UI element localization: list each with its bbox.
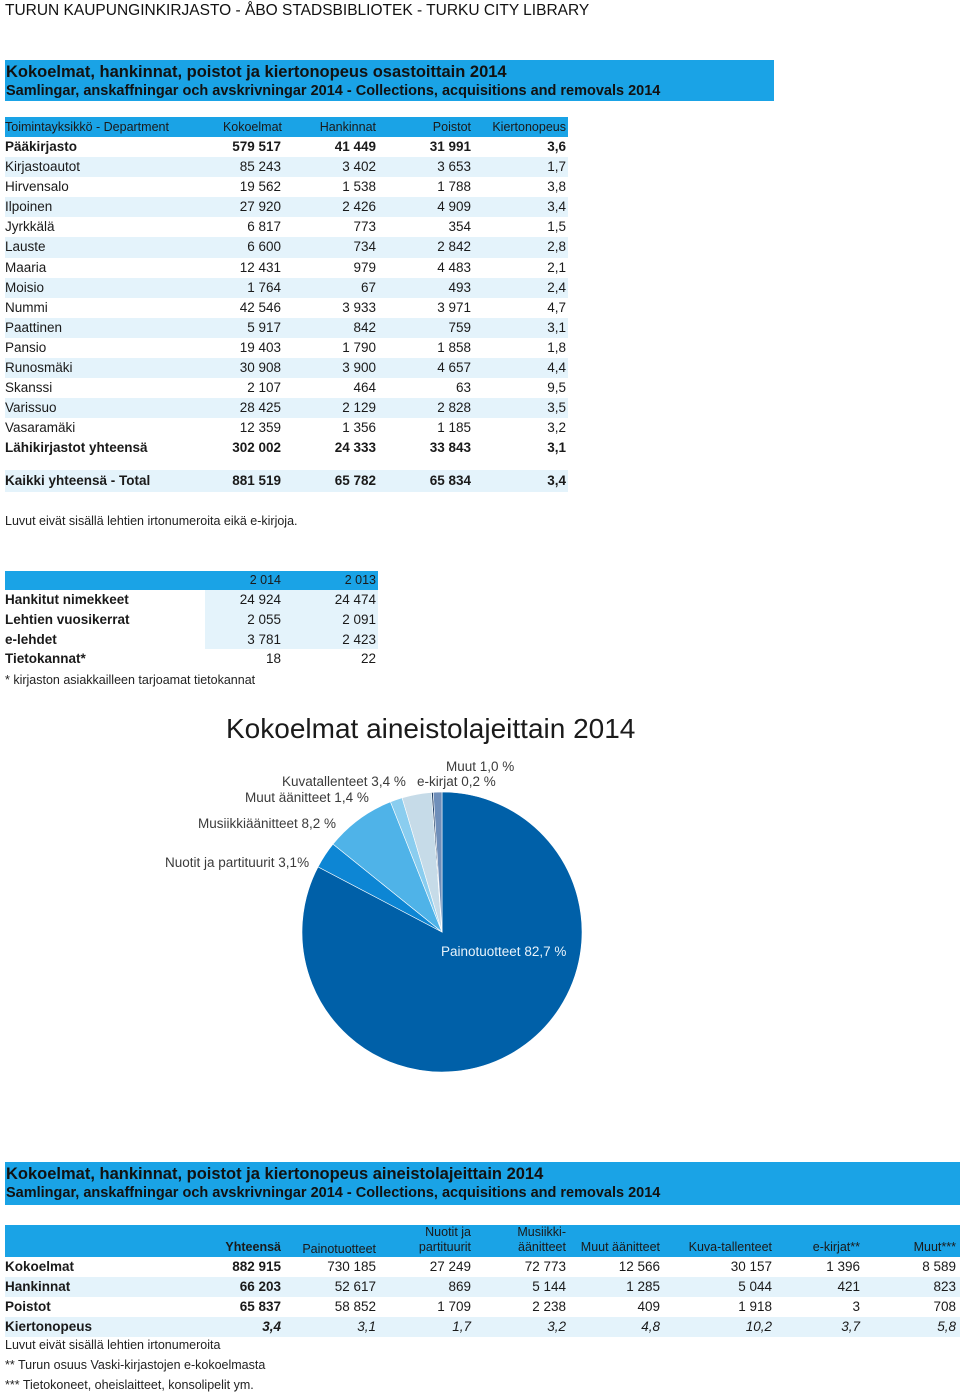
material-cell: 8 589 (922, 1259, 956, 1274)
mheader-nuotit-line1: Nuotit ja (425, 1225, 471, 1239)
section2-band (5, 1162, 960, 1205)
acq-year-2013: 2 013 (344, 573, 376, 587)
total-hankinnat: 65 782 (334, 473, 376, 488)
pie-label-musiikkiaanitteet: Musiikkiäänitteet 8,2 % (198, 816, 337, 831)
mat-note-1: Luvut eivät sisällä lehtien irtonumeroita (5, 1338, 221, 1352)
material-cell: 1 709 (437, 1299, 471, 1314)
department-name: Skanssi (5, 380, 53, 396)
header-poistot: Poistot (432, 120, 471, 134)
department-name: Jyrkkälä (5, 219, 55, 235)
material-row-label: Kiertonopeus (5, 1319, 93, 1334)
poistot-cell: 31 991 (429, 139, 471, 154)
material-cell: 58 852 (334, 1299, 376, 1314)
poistot-cell: 4 657 (437, 360, 471, 376)
material-cell: 4,8 (641, 1319, 660, 1334)
kokoelmat-cell: 28 425 (239, 400, 281, 416)
material-cell: 409 (637, 1299, 660, 1314)
acq-label: Lehtien vuosikerrat (5, 611, 130, 627)
kiertonopeus-cell: 3,5 (547, 400, 566, 416)
department-name: Runosmäki (5, 360, 73, 376)
kokoelmat-cell: 6 817 (247, 219, 281, 235)
kokoelmat-cell: 19 562 (239, 179, 281, 195)
kokoelmat-cell: 2 107 (247, 380, 281, 396)
kokoelmat-cell: 12 431 (239, 259, 281, 275)
material-cell: 5 144 (532, 1279, 566, 1294)
library-title: TURUN KAUPUNGINKIRJASTO - ÅBO STADSBIBLIOTEK - TURKU CITY LIBRARY (5, 2, 590, 19)
kokoelmat-cell: 579 517 (232, 139, 281, 154)
section2-subtitle: Samlingar, anskaffningar och avskrivningar 2014 - Collections, acquisitions and removals 2014 (6, 1185, 661, 1201)
material-cell: 66 203 (239, 1279, 281, 1294)
poistot-cell: 3 653 (437, 159, 471, 175)
department-name: Ilpoinen (5, 199, 53, 215)
material-cell: 52 617 (334, 1279, 376, 1294)
material-row-label: Kokoelmat (5, 1259, 75, 1274)
mheader-muut: Muut*** (913, 1240, 956, 1254)
kokoelmat-cell: 27 920 (239, 199, 281, 215)
poistot-cell: 1 788 (437, 179, 471, 195)
kiertonopeus-cell: 1,8 (547, 339, 566, 355)
hankinnat-cell: 3 402 (342, 159, 376, 175)
department-name: Lähikirjastot yhteensä (5, 440, 148, 456)
mheader-kuvatallenteet: Kuva-tallenteet (688, 1240, 772, 1254)
acq-label: Hankitut nimekkeet (5, 592, 129, 607)
acq-value-2014: 2 055 (247, 611, 281, 627)
mheader-nuotit-line2: partituurit (418, 1240, 471, 1254)
kiertonopeus-cell: 1,7 (547, 159, 566, 175)
total-kokoelmat: 881 519 (232, 473, 281, 488)
hankinnat-cell: 773 (353, 219, 376, 235)
material-cell: 869 (448, 1279, 471, 1294)
department-name: Maaria (5, 259, 47, 275)
hankinnat-cell: 3 900 (342, 360, 376, 376)
pie-chart-title: Kokoelmat aineistolajeittain 2014 (226, 713, 636, 744)
header-hankinnat: Hankinnat (319, 120, 376, 134)
pie-label-muut-aanitteet: Muut äänitteet 1,4 % (245, 790, 369, 805)
acq-value-2013: 24 474 (334, 592, 376, 607)
mheader-musiikki (517, 1225, 566, 1255)
kiertonopeus-cell: 3,1 (547, 440, 566, 456)
table-row (5, 1317, 960, 1337)
table-row (5, 1297, 960, 1317)
poistot-cell: 2 828 (437, 400, 471, 416)
material-cell: 421 (837, 1279, 860, 1294)
poistot-cell: 4 909 (437, 199, 471, 215)
material-row-label: Poistot (5, 1299, 51, 1314)
hankinnat-cell: 2 129 (342, 400, 376, 416)
acq-value-2013: 22 (360, 651, 376, 667)
kiertonopeus-cell: 4,7 (547, 299, 566, 315)
total-kiertonopeus: 3,4 (547, 473, 566, 488)
acq-value-2014: 3 781 (247, 631, 281, 647)
material-row-label: Hankinnat (5, 1279, 71, 1294)
kiertonopeus-cell: 2,4 (547, 279, 566, 295)
poistot-cell: 33 843 (429, 440, 471, 456)
hankinnat-cell: 1 356 (342, 420, 376, 436)
kokoelmat-cell: 1 764 (247, 279, 281, 295)
kiertonopeus-cell: 3,2 (547, 420, 566, 436)
material-table (5, 1225, 960, 1337)
kiertonopeus-cell: 3,4 (547, 199, 566, 215)
kiertonopeus-cell: 2,1 (547, 259, 566, 275)
department-name: Varissuo (5, 400, 57, 416)
material-cell: 5,8 (937, 1319, 956, 1334)
department-name: Nummi (5, 299, 48, 315)
material-cell: 3,2 (547, 1319, 566, 1334)
total-label: Kaikki yhteensä - Total (5, 473, 151, 488)
material-cell: 65 837 (239, 1299, 281, 1314)
poistot-cell: 3 971 (437, 299, 471, 315)
mheader-yhteensa: Yhteensä (225, 1240, 281, 1254)
mheader-musiikki-line2: äänitteet (518, 1240, 566, 1254)
kokoelmat-cell: 302 002 (232, 440, 281, 456)
material-cell: 2 238 (532, 1299, 566, 1314)
kiertonopeus-cell: 3,6 (547, 139, 566, 154)
mheader-muut-aanitteet: Muut äänitteet (580, 1240, 660, 1254)
hankinnat-cell: 979 (353, 259, 376, 275)
acq-year-2014: 2 014 (249, 573, 281, 587)
kokoelmat-cell: 85 243 (239, 159, 281, 175)
header-kiertonopeus: Kiertonopeus (492, 120, 566, 134)
material-cell: 3,7 (841, 1319, 860, 1334)
kokoelmat-cell: 6 600 (247, 239, 281, 255)
section2-title: Kokoelmat, hankinnat, poistot ja kiertonopeus aineistolajeittain 2014 (6, 1165, 544, 1183)
kiertonopeus-cell: 9,5 (547, 380, 566, 396)
kokoelmat-cell: 5 917 (247, 319, 281, 335)
hankinnat-cell: 3 933 (342, 299, 376, 315)
hankinnat-cell: 464 (353, 380, 376, 396)
material-cell: 730 185 (327, 1259, 376, 1274)
kokoelmat-cell: 12 359 (239, 420, 281, 436)
material-cell: 3,4 (262, 1319, 281, 1334)
hankinnat-cell: 41 449 (334, 139, 376, 154)
note-collections: Luvut eivät sisällä lehtien irtonumeroita eikä e-kirjoja. (5, 514, 298, 528)
material-cell: 30 157 (730, 1259, 772, 1274)
kiertonopeus-cell: 3,1 (547, 319, 566, 335)
acq-value-2013: 2 091 (342, 611, 376, 627)
total-poistot: 65 834 (429, 473, 471, 488)
mat-note-3: *** Tietokoneet, oheislaitteet, konsolipelit ym. (5, 1378, 254, 1392)
material-cell: 882 915 (232, 1259, 281, 1274)
poistot-cell: 1 858 (437, 339, 471, 355)
department-name: Paattinen (5, 319, 63, 335)
department-name: Kirjastoautot (5, 159, 81, 175)
pie-label-painotuotteet: Painotuotteet 82,7 % (441, 944, 567, 959)
material-cell: 12 566 (618, 1259, 660, 1274)
material-cell: 27 249 (429, 1259, 471, 1274)
kiertonopeus-cell: 2,8 (547, 239, 566, 255)
material-cell: 1 396 (826, 1259, 860, 1274)
hankinnat-cell: 67 (360, 279, 376, 295)
department-name: Moisio (5, 279, 45, 295)
material-cell: 3 (852, 1299, 860, 1314)
acq-value-2014: 24 924 (239, 592, 281, 607)
department-name: Pansio (5, 339, 47, 355)
table-row (5, 1257, 960, 1277)
kokoelmat-cell: 42 546 (239, 299, 281, 315)
pie-label-nuotit: Nuotit ja partituurit 3,1% (165, 855, 310, 870)
material-cell: 1 918 (738, 1299, 772, 1314)
header-department: Toimintayksikkö - Department (5, 120, 169, 134)
mheader-nuotit (419, 1225, 471, 1255)
department-name: Lauste (5, 239, 46, 255)
pie-label-muut: Muut 1,0 % (446, 759, 515, 774)
section1-title: Kokoelmat, hankinnat, poistot ja kiertonopeus osastoittain 2014 (6, 63, 507, 81)
poistot-cell: 759 (448, 319, 471, 335)
mat-note-2: ** Turun osuus Vaski-kirjastojen e-kokoelmasta (5, 1358, 266, 1372)
pie-label-kuvatallenteet: Kuvatallenteet 3,4 % (282, 774, 406, 789)
mheader-musiikki-line1: Musiikki- (517, 1225, 566, 1239)
poistot-cell: 63 (455, 380, 471, 396)
poistot-cell: 354 (448, 219, 471, 235)
acq-footnote: * kirjaston asiakkailleen tarjoamat tietokannat (5, 673, 256, 687)
hankinnat-cell: 1 538 (342, 179, 376, 195)
poistot-cell: 493 (448, 279, 471, 295)
material-cell: 1,7 (452, 1319, 471, 1334)
acq-value-2014: 18 (265, 651, 281, 667)
department-name: Pääkirjasto (5, 139, 78, 154)
hankinnat-cell: 734 (353, 239, 376, 255)
hankinnat-cell: 842 (353, 319, 376, 335)
material-header (5, 1225, 960, 1257)
material-cell: 1 285 (626, 1279, 660, 1294)
material-cell: 5 044 (738, 1279, 772, 1294)
kokoelmat-cell: 19 403 (239, 339, 281, 355)
poistot-cell: 4 483 (437, 259, 471, 275)
material-cell: 708 (933, 1299, 956, 1314)
header-kokoelmat: Kokoelmat (222, 120, 282, 134)
acq-label: Tietokannat* (5, 651, 86, 667)
material-cell: 823 (933, 1279, 956, 1294)
acq-label: e-lehdet (5, 631, 57, 647)
kiertonopeus-cell: 3,8 (547, 179, 566, 195)
hankinnat-cell: 24 333 (334, 440, 376, 456)
department-name: Hirvensalo (5, 179, 69, 195)
acq-value-2013: 2 423 (342, 631, 376, 647)
poistot-cell: 1 185 (437, 420, 471, 436)
mheader-painotuotteet: Painotuotteet (302, 1242, 376, 1256)
kokoelmat-cell: 30 908 (239, 360, 281, 376)
poistot-cell: 2 842 (437, 239, 471, 255)
pie-label-ekirjat: e-kirjat 0,2 % (417, 774, 496, 789)
kiertonopeus-cell: 4,4 (547, 360, 566, 376)
department-name: Vasaramäki (5, 420, 76, 436)
kiertonopeus-cell: 1,5 (547, 219, 566, 235)
mheader-ekirjat: e-kirjat** (812, 1240, 860, 1254)
material-cell: 3,1 (357, 1319, 376, 1334)
material-cell: 72 773 (524, 1259, 566, 1274)
table-row (5, 1277, 960, 1297)
material-cell: 10,2 (745, 1319, 772, 1334)
section1-subtitle: Samlingar, anskaffningar och avskrivningar 2014 - Collections, acquisitions and removals 2014 (6, 83, 661, 99)
hankinnat-cell: 2 426 (342, 199, 376, 215)
hankinnat-cell: 1 790 (342, 339, 376, 355)
